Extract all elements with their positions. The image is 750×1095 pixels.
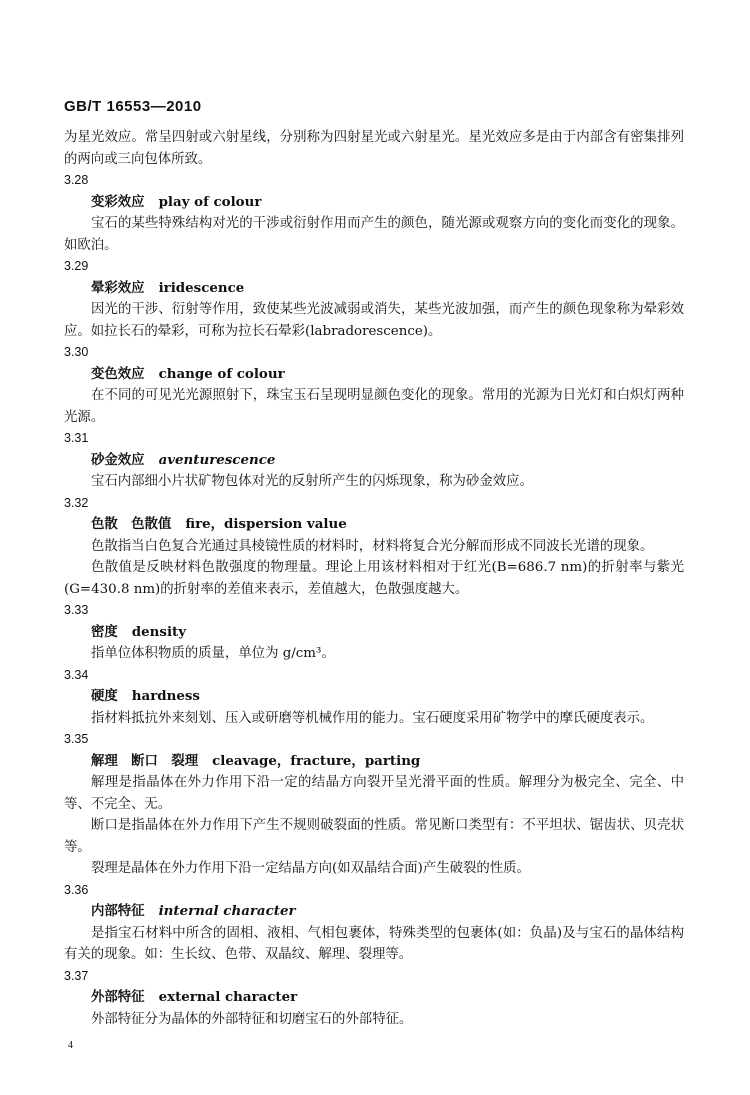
definition-paragraph: 色散指当白色复合光通过具棱镜性质的材料时，材料将复合光分解而形成不同波长光谱的现象。 (91, 538, 654, 554)
clause-number: 3.32 (64, 495, 89, 510)
term-english: hardness (131, 688, 200, 704)
term-english: iridescence (158, 279, 245, 296)
definition-paragraph: 因光的干涉、衍射等作用，致使某些光波减弱或消失，某些光波加强，而产生的颜色现象称为晕彩效应。如拉长石的晕彩，可称为拉长石晕彩(labradorescence)。 (64, 302, 684, 339)
clause-number: 3.36 (64, 882, 89, 897)
definition-paragraph: 指单位体积物质的质量，单位为 g/cm³。 (91, 646, 335, 661)
clause-number: 3.35 (64, 732, 89, 746)
term-heading (64, 987, 684, 1009)
clause-number: 3.33 (64, 603, 89, 617)
term-english: change of colour (158, 365, 285, 382)
definition-paragraph: 色散值是反映材料色散强度的物理量。理论上用该材料相对于红光(B=686.7 nm)的折射率与紫光(G=430.8 nm)的折射率的差值来表示，差值越大，色散强度越大。 (64, 560, 684, 597)
definition-paragraph: 断口是指晶体在外力作用下产生不规则破裂面的性质。常见断口类型有：不平坦状、锯齿状、贝壳状等。 (64, 818, 684, 855)
entries-list (64, 170, 684, 1030)
term-chinese: 变色效应 (91, 365, 145, 382)
term-entry (64, 170, 684, 256)
term-heading (64, 450, 684, 472)
term-chinese: 色散 色散值 (91, 516, 172, 532)
term-chinese: 晕彩效应 (91, 279, 145, 296)
term-english: fire，dispersion value (185, 516, 347, 532)
term-chinese: 解理 断口 裂理 (91, 752, 199, 769)
term-chinese: 硬度 (91, 688, 118, 704)
term-entry (64, 880, 684, 966)
definition-paragraph: 裂理是晶体在外力作用下沿一定结晶方向(如双晶结合面)产生破裂的性质。 (91, 861, 530, 876)
term-heading (64, 751, 684, 773)
term-entry (64, 256, 684, 342)
term-chinese: 变彩效应 (91, 193, 145, 210)
clause-number: 3.31 (64, 431, 89, 445)
term-entry (64, 493, 684, 601)
term-english: cleavage，fracture，parting (212, 752, 421, 769)
clause-number: 3.34 (64, 667, 89, 682)
term-english: aventurescence (158, 451, 276, 468)
term-heading (64, 622, 684, 644)
definition-paragraph: 宝石内部细小片状矿物包体对光的反射所产生的闪烁现象，称为砂金效应。 (91, 474, 533, 489)
clause-number: 3.37 (64, 968, 89, 983)
term-heading (64, 901, 684, 923)
term-english: external character (158, 989, 298, 1005)
standard-header: GB/T 16553—2010 (64, 98, 202, 115)
page-number: 4 (68, 1040, 73, 1051)
intro-paragraph: 为星光效应。常呈四射或六射星线，分别称为四射星光或六射星光。星光效应多是由于内部含有密集排列的两向或三向包体所致。 (64, 130, 684, 167)
term-chinese: 密度 (91, 623, 118, 640)
clause-number: 3.30 (64, 345, 89, 359)
definition-paragraph: 是指宝石材料中所含的固相、液相、气相包裹体，特殊类型的包裹体(如：负晶)及与宝石的晶体结构有关的现象。如：生长纹、色带、双晶纹、解理、裂理等。 (64, 925, 684, 962)
term-english: play of colour (158, 193, 262, 210)
term-entry (64, 600, 684, 665)
term-heading (64, 364, 684, 386)
clause-number: 3.28 (64, 173, 89, 187)
term-chinese: 内部特征 (91, 903, 145, 919)
term-heading (64, 192, 684, 214)
term-chinese: 砂金效应 (91, 451, 145, 468)
term-chinese: 外部特征 (91, 989, 145, 1005)
term-entry (64, 428, 684, 493)
clause-number: 3.29 (64, 259, 89, 273)
definition-paragraph: 外部特征分为晶体的外部特征和切磨宝石的外部特征。 (91, 1011, 413, 1027)
term-entry (64, 729, 684, 880)
term-entry (64, 665, 684, 730)
page-content (64, 127, 684, 1030)
term-entry (64, 966, 684, 1031)
definition-paragraph: 指材料抵抗外来刻划、压入或研磨等机械作用的能力。宝石硬度采用矿物学中的摩氏硬度表示。 (91, 710, 654, 726)
definition-paragraph: 宝石的某些特殊结构对光的干涉或衍射作用而产生的颜色，随光源或观察方向的变化而变化的现象。如欧泊。 (64, 216, 684, 253)
term-heading (64, 686, 684, 708)
definition-paragraph: 解理是指晶体在外力作用下沿一定的结晶方向裂开呈光滑平面的性质。解理分为极完全、完全、中等、不完全、无。 (64, 775, 684, 812)
term-english: internal character (158, 903, 296, 919)
term-heading (64, 278, 684, 300)
definition-paragraph: 在不同的可见光光源照射下，珠宝玉石呈现明显颜色变化的现象。常用的光源为日光灯和白炽灯两种光源。 (64, 388, 684, 425)
term-entry (64, 342, 684, 428)
term-heading (64, 514, 684, 536)
term-english: density (131, 623, 186, 640)
